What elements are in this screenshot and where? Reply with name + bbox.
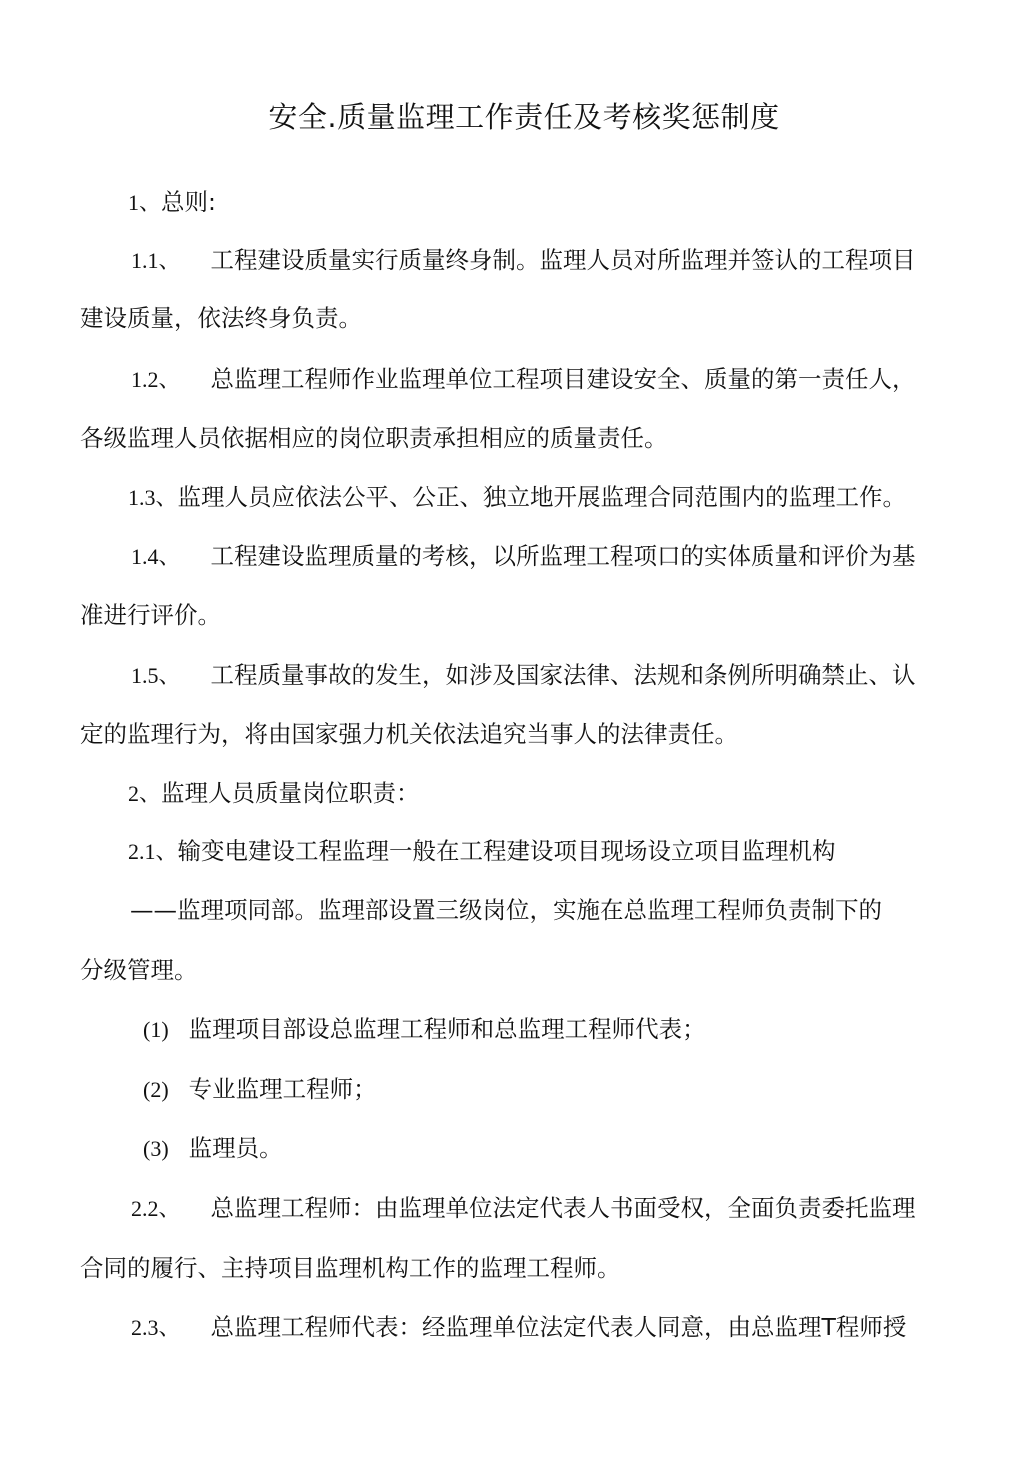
paragraph-1-2-text-1: 总监理工程师作业监理单位工程项目建设安全、质量的第一责任人， — [210, 365, 916, 393]
list-item-text: 专业监理工程师； — [188, 1075, 377, 1103]
paragraph-2-1-number: 2.1、 — [128, 839, 178, 864]
paragraph-1-4-text-1: 工程建设监理质量的考核，以所监理工程项口的实体质量和评价为基 — [210, 542, 916, 570]
paragraph-1-3-text-1: 监理人员应依法公平、公正、独立地开展监理合同范围内的监理工作。 — [177, 483, 907, 511]
section-2-heading — [128, 777, 420, 810]
paragraph-2-3-number: 2.3、 — [131, 1315, 181, 1340]
section-1-number: 1、 — [128, 190, 162, 215]
paragraph-2-1-line-1 — [128, 835, 836, 868]
list-item — [143, 1132, 283, 1165]
section-2-number: 2、 — [128, 781, 162, 806]
section-1-title: 总则: — [161, 188, 216, 216]
paragraph-1-5-text-1: 工程质量事故的发生，如涉及国家法律、法规和条例所明确禁止、认 — [210, 661, 916, 689]
list-item-number: (1) — [143, 1017, 169, 1042]
paragraph-1-3-line-1 — [128, 481, 906, 514]
list-item-text: 监理项目部设总监理工程师和总监理工程师代表； — [188, 1015, 706, 1043]
paragraph-1-1-line-2: 建设质量，依法终身负责。 — [80, 304, 362, 332]
paragraph-1-2-number: 1.2、 — [131, 367, 181, 392]
paragraph-2-1-line-2: ——监理项同部。监理部设置三级岗位，实施在总监理工程师负责制下的 — [130, 896, 882, 924]
paragraph-1-5-line-2: 定的监理行为，将由国家强力机关依法追究当事人的法律责任。 — [80, 720, 738, 748]
paragraph-1-5-number: 1.5、 — [131, 663, 181, 688]
paragraph-1-1-text-1: 工程建设质量实行质量终身制。监理人员对所监理并签认的工程项目 — [210, 246, 916, 274]
paragraph-2-1-text-1: 输变电建设工程监理一般在工程建设项目现场设立项目监理机构 — [177, 837, 836, 865]
list-item-text: 监理员。 — [188, 1134, 283, 1162]
paragraph-1-3-number: 1.3、 — [128, 485, 178, 510]
paragraph-2-2-line-1 — [131, 1192, 916, 1225]
section-1-heading — [128, 186, 216, 219]
section-2-title: 监理人员质量岗位职责： — [161, 779, 420, 807]
paragraph-2-2-number: 2.2、 — [131, 1196, 181, 1221]
paragraph-1-1-number: 1.1、 — [131, 248, 181, 273]
paragraph-1-4-line-2: 准进行评价。 — [80, 601, 221, 629]
paragraph-2-3-text-1: 总监理工程师代表：经监理单位法定代表人同意，由总监理T程师授 — [210, 1313, 907, 1341]
paragraph-1-2-line-2: 各级监理人员依据相应的岗位职责承担相应的质量责任。 — [80, 424, 668, 452]
document-title: 安全.质量监理工作责任及考核奖惩制度 — [268, 100, 780, 134]
list-item-number: (3) — [143, 1136, 169, 1161]
paragraph-1-2-line-1 — [131, 363, 916, 396]
list-item-number: (2) — [143, 1077, 169, 1102]
paragraph-1-1-line-1 — [131, 244, 916, 277]
paragraph-1-4-line-1 — [131, 540, 916, 573]
paragraph-2-2-line-2: 合同的履行、主持项目监理机构工作的监理工程师。 — [80, 1254, 621, 1282]
paragraph-1-4-number: 1.4、 — [131, 544, 181, 569]
paragraph-2-3-line-1 — [131, 1311, 906, 1344]
paragraph-2-2-text-1: 总监理工程师：由监理单位法定代表人书面受权，全面负责委托监理 — [210, 1194, 916, 1222]
list-item — [143, 1013, 706, 1046]
list-item — [143, 1073, 377, 1106]
paragraph-2-1-line-3: 分级管理。 — [80, 956, 198, 984]
paragraph-1-5-line-1 — [131, 659, 916, 692]
